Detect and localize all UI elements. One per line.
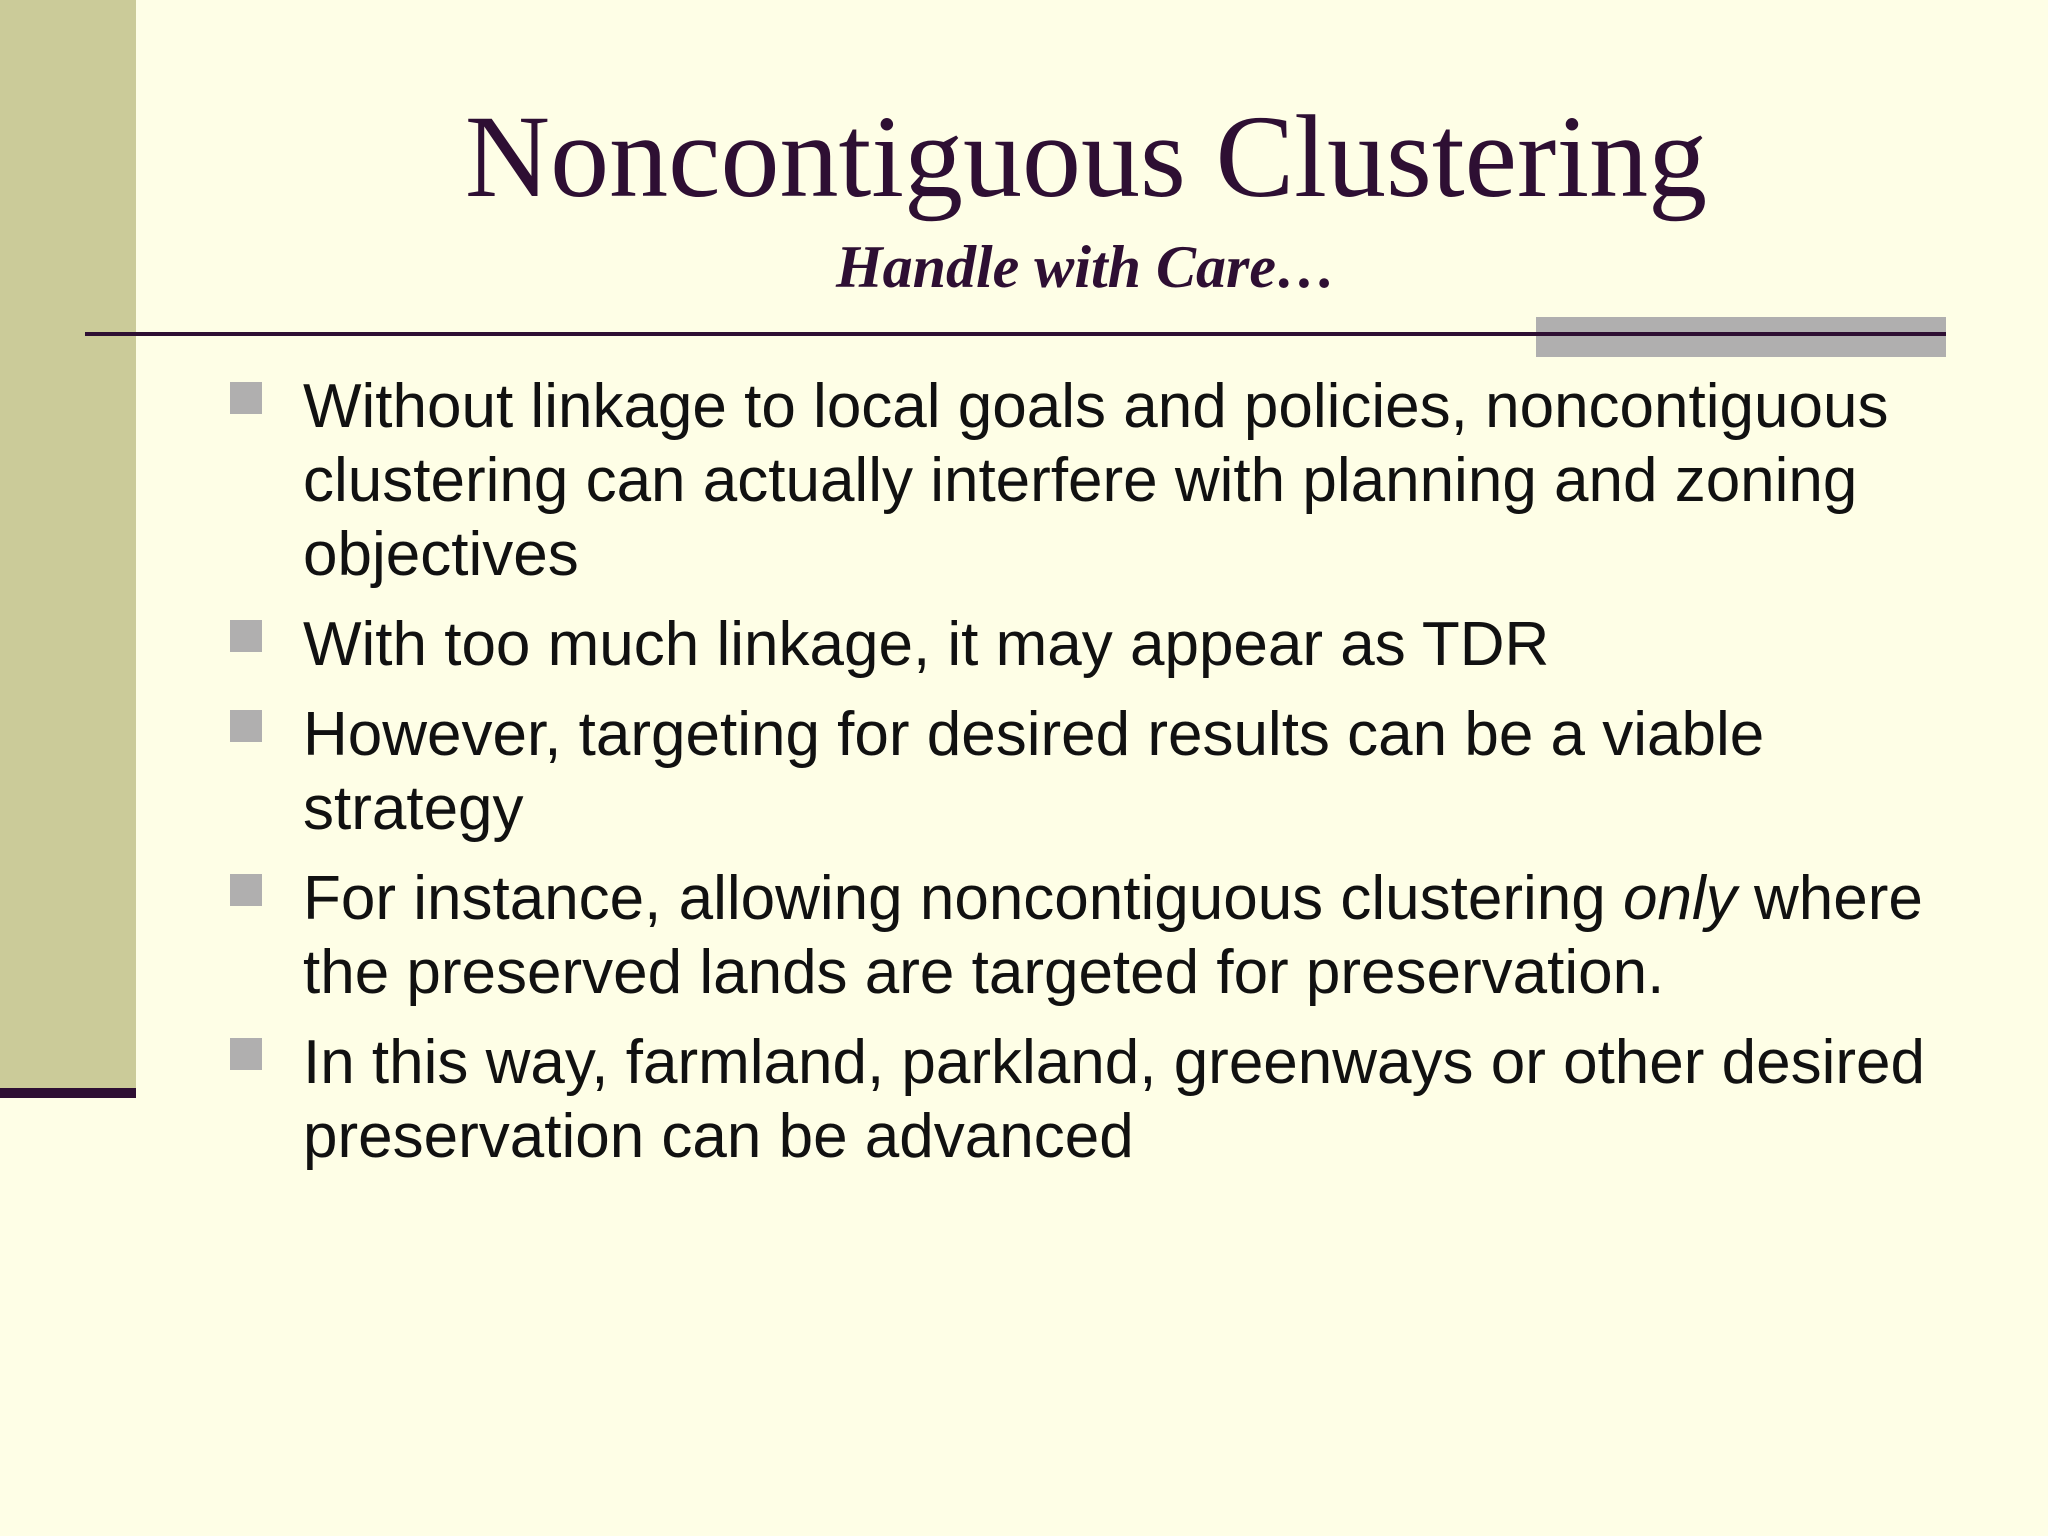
bullet-item [228,698,1928,846]
bullet-text-end: where the preserved lands are targeted for preservation. [303,864,1923,1007]
square-bullet-icon [230,382,262,414]
title-divider-accent-bar [1536,317,1946,357]
bullet-list [228,370,1928,1190]
bullet-item [228,1026,1928,1174]
bullet-text-emphasis: only [1622,864,1737,933]
bullet-item [228,608,1928,682]
left-accent-rule [0,1088,136,1098]
bullet-text: In this way, farmland, parkland, greenways or other desired preservation can be advanced [303,1028,1925,1171]
bullet-text: With too much linkage, it may appear as TDR [303,610,1550,679]
bullet-item [228,370,1928,592]
square-bullet-icon [230,874,262,906]
slide-subtitle: Handle with Care… [835,234,1337,300]
title-divider-accent-line [1536,332,1946,336]
square-bullet-icon [230,1038,262,1070]
bullet-item [228,862,1928,1010]
slide-title: Noncontiguous Clustering [464,91,1708,222]
left-accent-band [0,0,136,1088]
bullet-text: However, targeting for desired results can be a viable strategy [303,700,1765,843]
square-bullet-icon [230,620,262,652]
bullet-text-start: For instance, allowing noncontiguous clustering [303,864,1623,933]
bullet-text: Without linkage to local goals and policies, noncontiguous clustering can actually interfere with planning and zoning objectives [303,372,1889,589]
square-bullet-icon [230,710,262,742]
